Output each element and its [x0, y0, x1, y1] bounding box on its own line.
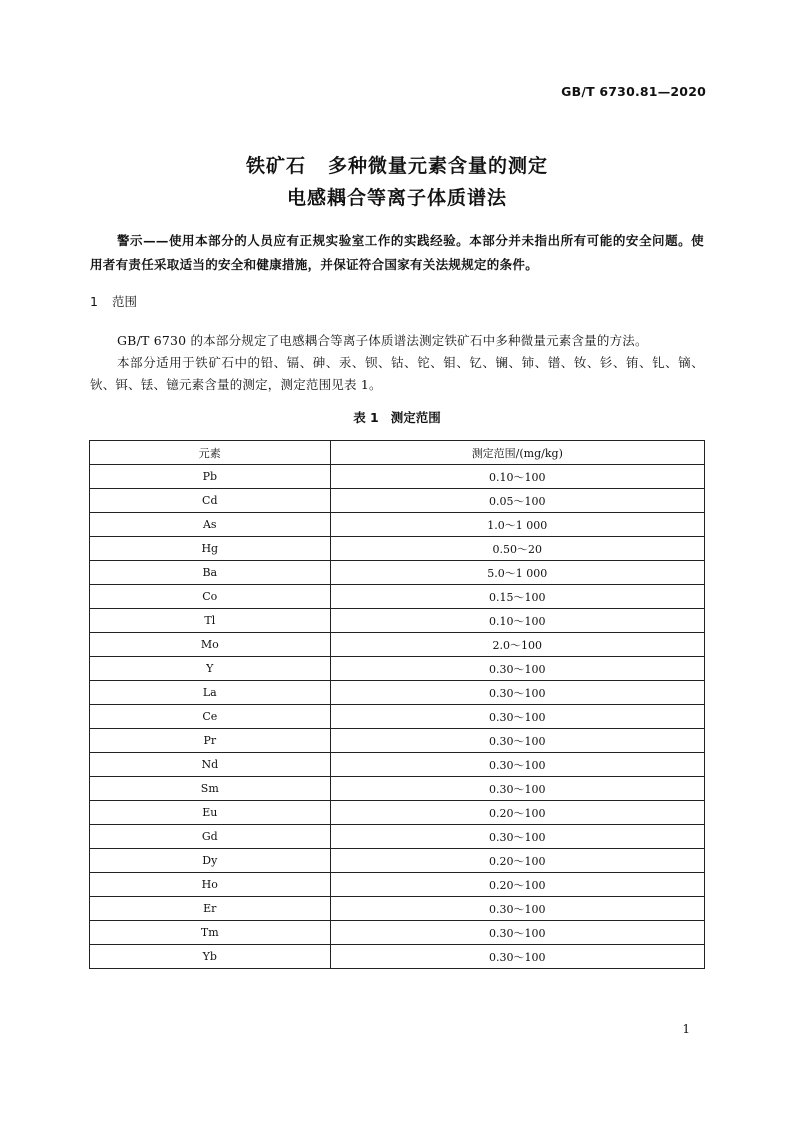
document-title-line2: 电感耦合等离子体质谱法 — [286, 187, 507, 209]
range-cell: 0.30～100 — [330, 921, 704, 945]
range-cell: 0.30～100 — [330, 945, 704, 969]
table-row — [90, 513, 705, 537]
table-row — [90, 537, 705, 561]
table-row — [90, 489, 705, 513]
element-cell: Mo — [90, 633, 331, 657]
range-cell: 0.20～100 — [330, 849, 704, 873]
section-heading-scope — [90, 292, 137, 310]
element-cell: As — [90, 513, 331, 537]
range-cell: 0.10～100 — [330, 609, 704, 633]
element-cell: La — [90, 681, 331, 705]
range-cell: 0.50～20 — [330, 537, 704, 561]
range-cell: 1.0～1 000 — [330, 513, 704, 537]
table-row — [90, 585, 705, 609]
element-cell: Hg — [90, 537, 331, 561]
element-cell: Yb — [90, 945, 331, 969]
range-cell: 2.0～100 — [330, 633, 704, 657]
element-cell: Dy — [90, 849, 331, 873]
element-cell: Tm — [90, 921, 331, 945]
element-cell: Tl — [90, 609, 331, 633]
table-body — [90, 465, 705, 969]
range-cell: 0.30～100 — [330, 897, 704, 921]
range-cell: 0.30～100 — [330, 825, 704, 849]
page-number: 1 — [682, 1022, 690, 1036]
element-cell: Gd — [90, 825, 331, 849]
range-cell: 0.20～100 — [330, 801, 704, 825]
element-cell: Co — [90, 585, 331, 609]
range-cell: 0.05～100 — [330, 489, 704, 513]
table-row — [90, 465, 705, 489]
table-row — [90, 609, 705, 633]
table-row — [90, 801, 705, 825]
range-cell: 0.10～100 — [330, 465, 704, 489]
standard-code: GB/T 6730.81—2020 — [561, 84, 706, 99]
element-cell: Sm — [90, 777, 331, 801]
range-cell: 0.30～100 — [330, 753, 704, 777]
title-subject: 铁矿石 — [245, 155, 306, 177]
element-cell: Ba — [90, 561, 331, 585]
table-row — [90, 633, 705, 657]
element-cell: Pr — [90, 729, 331, 753]
table-row — [90, 849, 705, 873]
range-cell: 0.20～100 — [330, 873, 704, 897]
table-row — [90, 777, 705, 801]
element-cell: Eu — [90, 801, 331, 825]
table-caption-number: 表 1 — [353, 410, 379, 425]
header-element: 元素 — [90, 441, 331, 465]
section-title: 范围 — [112, 294, 138, 309]
table-row — [90, 705, 705, 729]
table-header-row — [90, 441, 705, 465]
table-row — [90, 921, 705, 945]
range-cell: 0.15～100 — [330, 585, 704, 609]
range-cell: 0.30～100 — [330, 657, 704, 681]
table-row — [90, 897, 705, 921]
safety-warning: 警示——使用本部分的人员应有正规实验室工作的实践经验。本部分并未指出所有可能的安全问题。使用者有责任采取适当的安全和健康措施，并保证符合国家有关法规规定的条件。 — [90, 233, 704, 272]
table-caption — [0, 408, 794, 426]
range-cell: 0.30～100 — [330, 729, 704, 753]
document-title-line1 — [0, 151, 794, 178]
element-cell: Pb — [90, 465, 331, 489]
element-cell: Er — [90, 897, 331, 921]
table-row — [90, 945, 705, 969]
table-caption-title: 测定范围 — [390, 410, 441, 425]
range-cell: 0.30～100 — [330, 777, 704, 801]
range-cell: 0.30～100 — [330, 705, 704, 729]
table-row — [90, 657, 705, 681]
title-method-subject: 多种微量元素含量的测定 — [328, 155, 549, 177]
range-cell: 0.30～100 — [330, 681, 704, 705]
table-row — [90, 681, 705, 705]
table-row — [90, 729, 705, 753]
range-cell: 5.0～1 000 — [330, 561, 704, 585]
table-row — [90, 753, 705, 777]
scope-paragraph-1: GB/T 6730 的本部分规定了电感耦合等离子体质谱法测定铁矿石中多种微量元素含量的方法。 — [117, 333, 648, 348]
element-cell: Ce — [90, 705, 331, 729]
element-cell: Y — [90, 657, 331, 681]
header-range: 测定范围/(mg/kg) — [330, 441, 704, 465]
table-row — [90, 873, 705, 897]
element-cell: Nd — [90, 753, 331, 777]
section-number: 1 — [90, 294, 98, 309]
element-cell: Ho — [90, 873, 331, 897]
element-cell: Cd — [90, 489, 331, 513]
table-row — [90, 825, 705, 849]
scope-paragraph-2: 本部分适用于铁矿石中的铅、镉、砷、汞、钡、钴、铊、钼、钇、镧、铈、镨、钕、钐、铕、钆、镝、钬、铒、铥、镱元素含量的测定，测定范围见表 1。 — [90, 355, 704, 392]
measurement-range-table — [89, 440, 705, 969]
table-row — [90, 561, 705, 585]
